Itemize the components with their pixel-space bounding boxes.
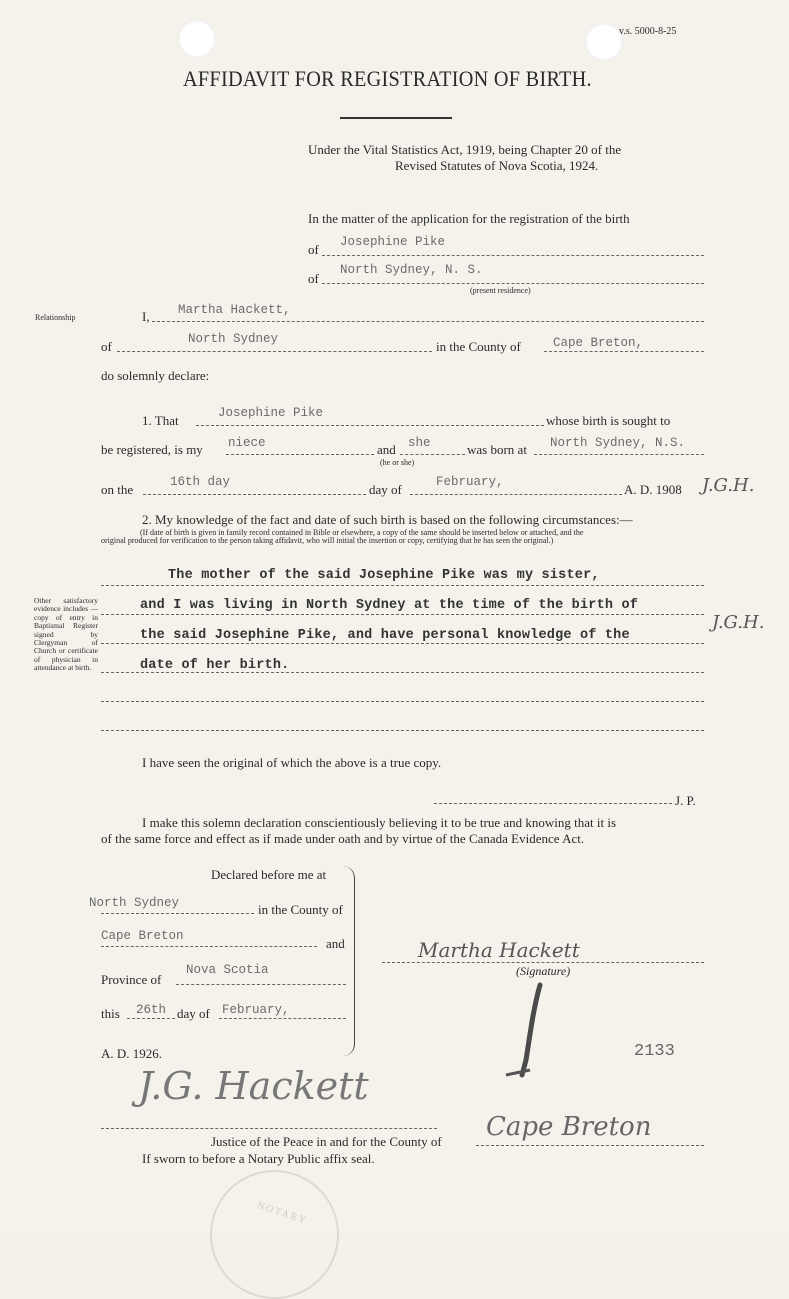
county-label: in the County of: [436, 339, 521, 354]
declared-county-line: [101, 946, 317, 947]
day-of-label: day of: [369, 482, 402, 497]
seal-text: NOTARY: [255, 1200, 309, 1227]
p1-and: and: [377, 442, 396, 457]
page-title: AFFIDAVIT FOR REGISTRATION OF BIRTH.: [183, 66, 592, 91]
circumstance-text-4: date of her birth.: [140, 658, 290, 673]
jp-county-field: Cape Breton: [486, 1112, 652, 1142]
p1-name-field: Josephine Pike: [218, 406, 324, 420]
jp-label: J. P.: [675, 793, 696, 808]
p1-whose: whose birth is sought to: [546, 413, 671, 428]
stamp-number: 2133: [634, 1042, 675, 1061]
punch-hole-right: [585, 23, 623, 61]
residence-line: [322, 283, 704, 284]
declared-month-line: [219, 1018, 346, 1019]
declared-day-line: [127, 1018, 175, 1019]
matter-line: In the matter of the application for the registration of the birth: [308, 211, 630, 226]
signature-label: (Signature): [516, 964, 571, 978]
circumstance-line-1: [101, 585, 704, 586]
solemnly-declare: do solemnly declare:: [101, 368, 210, 383]
jp-signature: J.G. Hackett: [138, 1064, 369, 1108]
p2-text: 2. My knowledge of the fact and date of such birth is based on the following circumstances:—: [142, 512, 633, 527]
form-number: v.s. 5000-8-25: [619, 26, 677, 37]
justice-line: Justice of the Peace in and for the County of: [211, 1134, 442, 1149]
circumstance-line-6: [101, 730, 704, 731]
of-label-1: of: [308, 242, 319, 257]
declarant-county-line: [544, 351, 704, 352]
relationship-label: Relationship: [35, 313, 76, 322]
p1-born-place-line: [534, 454, 704, 455]
declarant-of-field: North Sydney: [188, 332, 279, 346]
residence-field: North Sydney, N. S.: [340, 263, 483, 277]
title-divider: [340, 117, 452, 119]
declared-month-field: February,: [222, 1003, 290, 1017]
province-of-label: Province of: [101, 972, 162, 987]
declared-place-field: North Sydney: [89, 896, 180, 910]
day-of-label-2: day of: [177, 1006, 210, 1021]
circumstance-line-2: [101, 614, 704, 615]
he-or-she-label: (he or she): [380, 458, 415, 467]
child-name-line: [322, 255, 704, 256]
p1-registered: be registered, is my: [101, 442, 203, 457]
on-the-label: on the: [101, 482, 134, 497]
jp-county-line: [476, 1145, 704, 1146]
birth-month-field: February,: [436, 475, 504, 489]
notary-seal: [210, 1170, 339, 1299]
act-line-1: Under the Vital Statistics Act, 1919, being Chapter 20 of the: [308, 142, 622, 157]
of-label-2: of: [308, 271, 319, 286]
declarant-signature: Martha Hackett: [418, 938, 580, 962]
circumstance-text-3: the said Josephine Pike, and have personal knowledge of the: [140, 628, 630, 643]
p1-that: 1. That: [142, 413, 179, 428]
declarant-of-line: [117, 351, 432, 352]
circumstance-line-5: [101, 701, 704, 702]
ad-label: A. D. 1908: [624, 482, 682, 497]
circumstance-line-3: [101, 643, 704, 644]
p1-pronoun-line: [400, 454, 465, 455]
p1-relation-field: niece: [228, 436, 266, 450]
p1-born-at: was born at: [467, 442, 527, 457]
declared-county-field: Cape Breton: [101, 929, 184, 943]
seen-original: I have seen the original of which the above is a true copy.: [142, 755, 442, 770]
circumstance-text-2: and I was living in North Sydney at the time of the birth of: [140, 598, 639, 613]
child-name-field: Josephine Pike: [340, 235, 446, 249]
of-label-3: of: [101, 339, 112, 354]
declaration-line-1: I make this solemn declaration conscientiously believing it to be true and knowing that it is: [142, 815, 617, 830]
p1-born-place-field: North Sydney, N.S.: [550, 436, 686, 450]
birth-day-line: [143, 494, 366, 495]
p1-name-line: [196, 425, 544, 426]
declared-before: Declared before me at: [211, 867, 327, 882]
declaration-bracket: [340, 866, 355, 1056]
declarant-county-field: Cape Breton,: [553, 336, 644, 350]
birth-month-line: [410, 494, 622, 495]
jp-line: [434, 803, 672, 804]
declarant-name-line: [152, 321, 704, 322]
in-county-of-label: in the County of: [258, 902, 343, 917]
declared-place-line: [101, 913, 254, 914]
this-label: this: [101, 1006, 120, 1021]
declarant-name-field: Martha Hackett,: [178, 303, 291, 317]
act-line-2: Revised Statutes of Nova Scotia, 1924.: [395, 158, 599, 173]
side-note: Other satisfactory evidence includes —copy of entry in Baptismal Register signed by Clergyman of Church or certificate of physician in attendance at birth.: [34, 596, 98, 673]
present-residence-label: (present residence): [470, 286, 531, 295]
jp-signature-line: [101, 1128, 437, 1129]
province-line: [176, 984, 346, 985]
province-field: Nova Scotia: [186, 963, 269, 977]
signature-stroke-mark: [500, 980, 560, 1085]
circumstance-text-1: The mother of the said Josephine Pike was my sister,: [168, 568, 600, 583]
p2-note-2: original produced for verification to the person taking affidavit, who will initial the insertion or copy, certifying that he has seen the original.): [101, 536, 554, 545]
p1-pronoun-field: she: [408, 436, 431, 450]
ad-year: A. D. 1926.: [101, 1046, 163, 1061]
and-label: and: [326, 936, 345, 951]
signature-line: [382, 962, 704, 963]
p1-relation-line: [226, 454, 374, 455]
declared-day-field: 26th: [136, 1003, 167, 1017]
notary-line: If sworn to before a Notary Public affix seal.: [142, 1151, 375, 1166]
i-label: I,: [142, 309, 150, 324]
birth-day-field: 16th day: [170, 475, 231, 489]
punch-hole-left: [178, 20, 216, 58]
declaration-line-2: of the same force and effect as if made under oath and by virtue of the Canada Evidence Act.: [101, 831, 585, 846]
p2-note-1: (If date of birth is given in family record contained in Bible or elsewhere, a copy of the same should be inserted below or attached, and the: [140, 528, 584, 537]
initials-1: J.G.H.: [702, 475, 755, 496]
initials-2: J.G.H.: [712, 612, 765, 633]
